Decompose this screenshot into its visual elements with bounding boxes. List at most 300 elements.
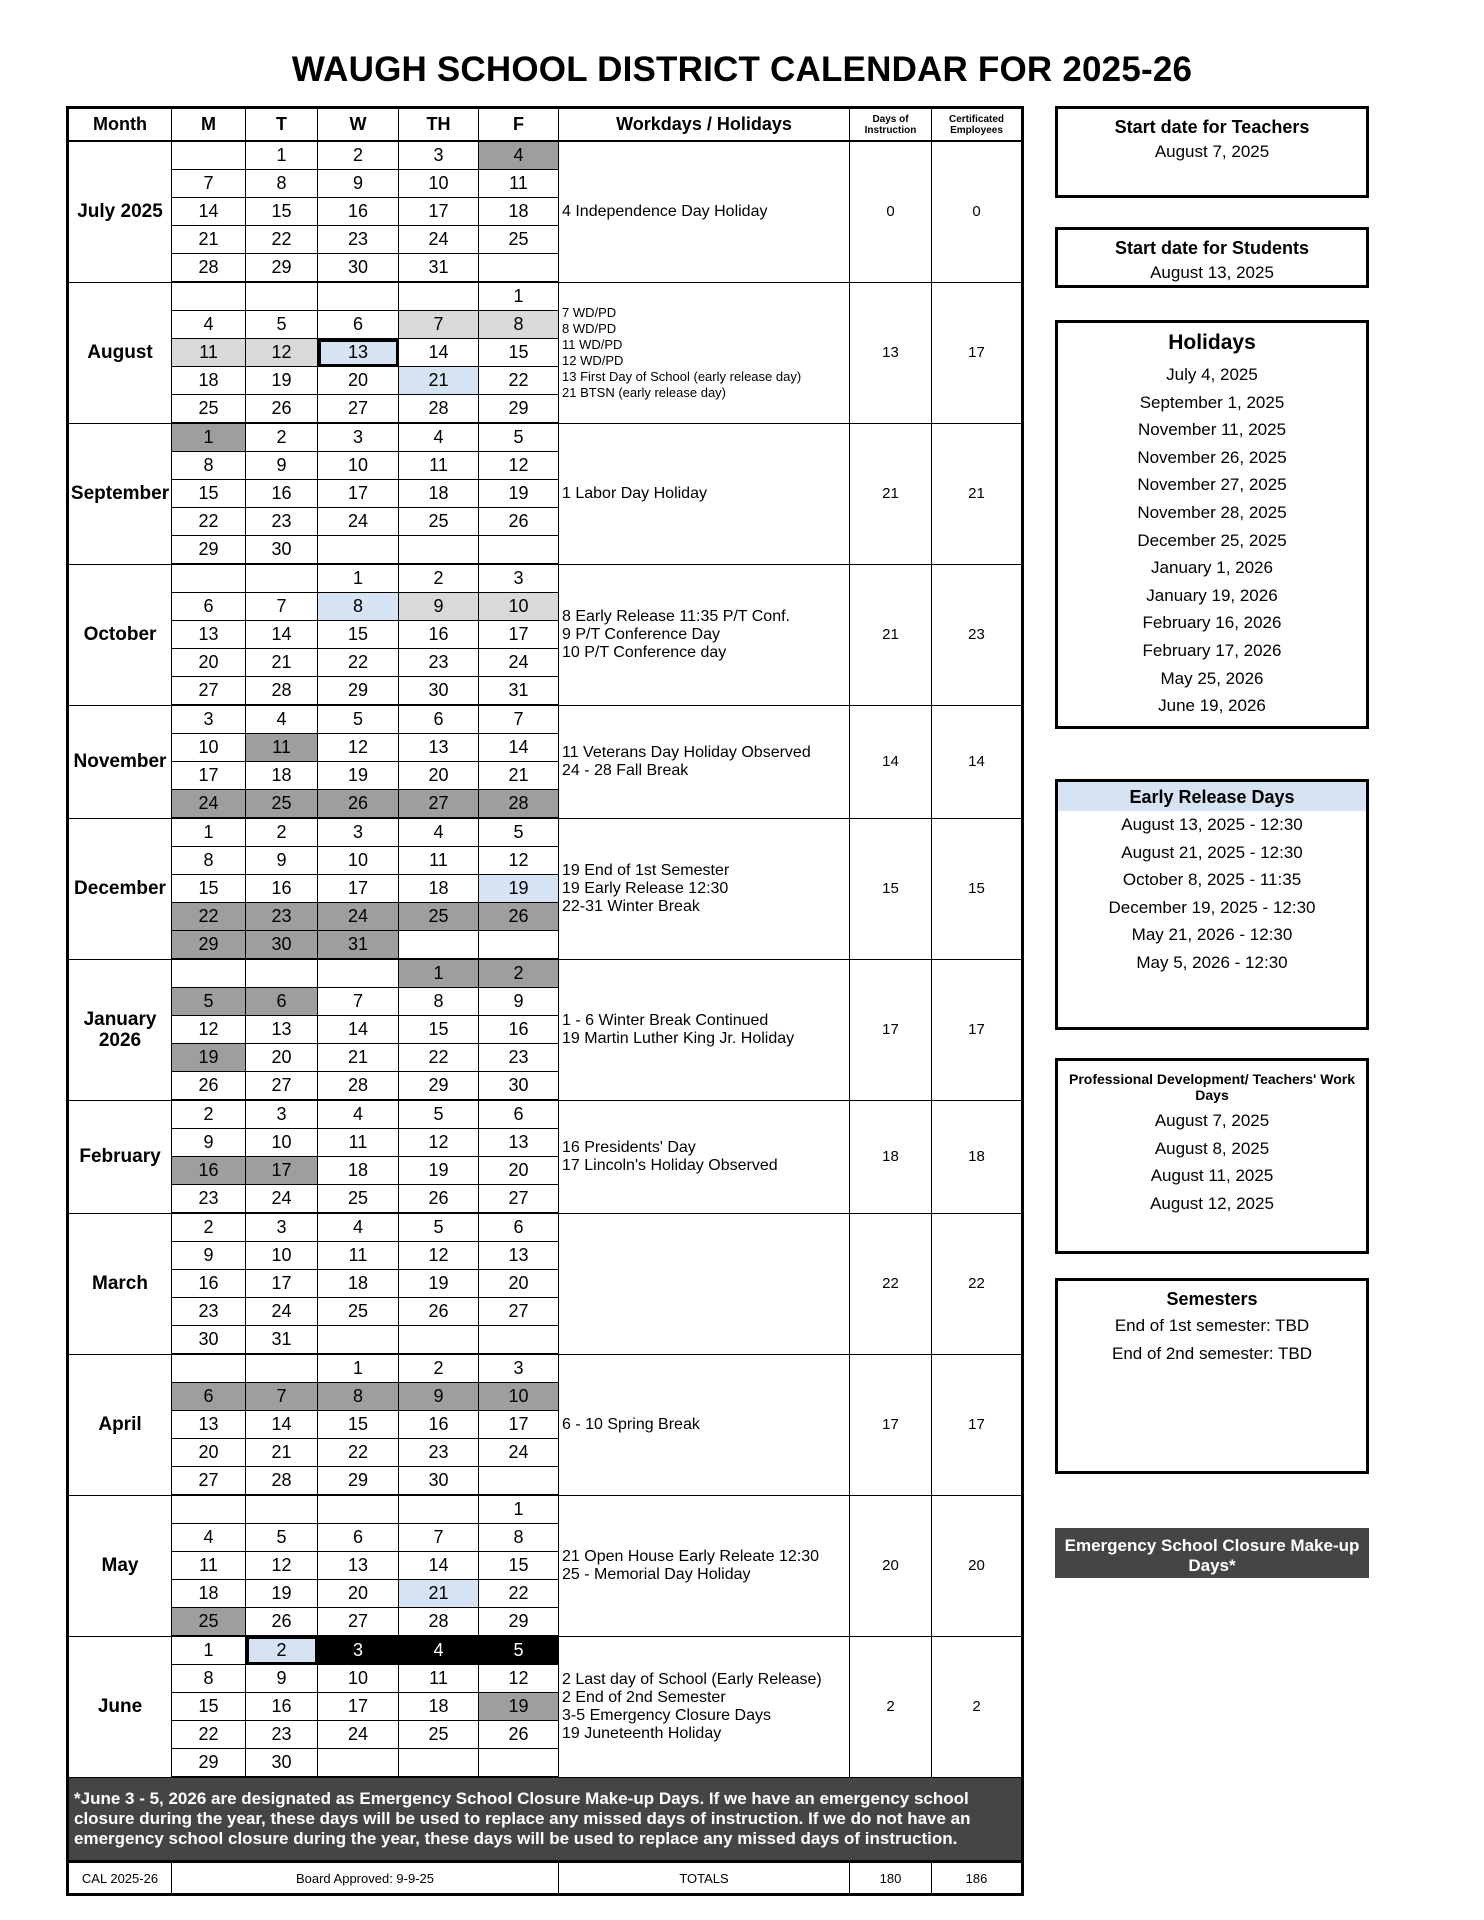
month-notes — [559, 1100, 850, 1213]
day-cell: 9 — [172, 1242, 246, 1270]
day-cell — [399, 1749, 479, 1778]
month-notes — [559, 1636, 850, 1777]
day-cell: 20 — [479, 1270, 559, 1298]
note-line: 9 P/T Conference Day — [562, 625, 721, 643]
day-cell: 19 — [172, 1044, 246, 1072]
day-cell: 23 — [246, 903, 318, 931]
day-cell: 19 — [479, 875, 559, 903]
day-cell: 19 — [479, 1693, 559, 1721]
day-cell: 17 — [479, 1411, 559, 1439]
total-days-of-instruction: 180 — [850, 1862, 932, 1895]
day-cell — [479, 1749, 559, 1778]
day-cell: 6 — [399, 705, 479, 734]
day-cell: 26 — [172, 1072, 246, 1101]
day-cell: 9 — [479, 988, 559, 1016]
holiday-date: November 28, 2025 — [1137, 502, 1287, 522]
day-cell: 3 — [318, 1636, 399, 1665]
note-line: 8 Early Release 11:35 P/T Conf. — [562, 607, 790, 625]
note-line: 12 WD/PD — [562, 352, 624, 368]
footnote-row — [68, 1777, 1023, 1862]
day-cell: 22 — [172, 903, 246, 931]
day-cell: 14 — [246, 621, 318, 649]
day-cell: 26 — [399, 1185, 479, 1214]
day-cell: 12 — [479, 847, 559, 875]
day-cell: 28 — [246, 677, 318, 706]
week-row — [68, 1213, 1023, 1242]
day-cell: 23 — [318, 226, 399, 254]
day-cell: 22 — [318, 649, 399, 677]
day-cell: 4 — [479, 141, 559, 170]
day-cell: 3 — [399, 141, 479, 170]
day-cell: 3 — [318, 423, 399, 452]
day-cell: 6 — [246, 988, 318, 1016]
day-cell: 12 — [479, 1665, 559, 1693]
day-cell: 12 — [399, 1129, 479, 1157]
month-notes — [559, 959, 850, 1100]
day-cell: 12 — [246, 339, 318, 367]
day-cell: 11 — [479, 170, 559, 198]
day-cell: 30 — [246, 1749, 318, 1778]
day-cell: 1 — [172, 423, 246, 452]
student-start-date: August 13, 2025 — [1150, 263, 1274, 282]
day-cell: 12 — [318, 734, 399, 762]
note-line: 1 - 6 Winter Break Continued — [562, 1011, 769, 1029]
note-line: 2 Last day of School (Early Release) — [562, 1670, 822, 1688]
certificated-days: 17 — [932, 959, 1023, 1100]
day-cell — [172, 1495, 246, 1524]
month-label: December — [68, 818, 172, 959]
day-cell: 11 — [246, 734, 318, 762]
header-row — [68, 108, 1023, 142]
day-cell — [172, 564, 246, 593]
day-cell: 4 — [318, 1213, 399, 1242]
day-cell: 1 — [172, 818, 246, 847]
day-cell: 11 — [399, 847, 479, 875]
day-cell: 26 — [246, 1608, 318, 1637]
certificated-days: 0 — [932, 141, 1023, 282]
holiday-date: November 11, 2025 — [1137, 420, 1287, 440]
day-cell: 26 — [479, 903, 559, 931]
day-cell: 2 — [246, 1636, 318, 1665]
day-cell: 8 — [172, 1665, 246, 1693]
day-cell: 14 — [399, 339, 479, 367]
certificated-days: 2 — [932, 1636, 1023, 1777]
day-cell: 16 — [246, 480, 318, 508]
day-cell: 13 — [172, 621, 246, 649]
header-workdays-holidays: Workdays / Holidays — [559, 108, 850, 142]
day-cell: 12 — [246, 1552, 318, 1580]
note-line: 17 Lincoln's Holiday Observed — [562, 1156, 778, 1174]
day-cell: 9 — [246, 847, 318, 875]
day-cell: 3 — [318, 818, 399, 847]
day-cell: 27 — [172, 1467, 246, 1496]
day-cell: 13 — [246, 1016, 318, 1044]
day-cell: 6 — [479, 1213, 559, 1242]
day-cell: 16 — [172, 1270, 246, 1298]
days-of-instruction: 0 — [850, 141, 932, 282]
day-cell: 3 — [246, 1213, 318, 1242]
day-cell: 2 — [399, 1354, 479, 1383]
day-cell: 15 — [318, 621, 399, 649]
day-cell: 5 — [479, 818, 559, 847]
day-cell: 7 — [246, 593, 318, 621]
day-cell: 5 — [479, 423, 559, 452]
day-cell: 20 — [318, 1580, 399, 1608]
days-of-instruction: 13 — [850, 282, 932, 423]
day-cell: 24 — [246, 1298, 318, 1326]
day-cell: 23 — [399, 1439, 479, 1467]
note-line: 10 P/T Conference day — [562, 643, 727, 661]
day-cell: 29 — [479, 1608, 559, 1637]
day-cell: 12 — [399, 1242, 479, 1270]
day-cell: 9 — [318, 170, 399, 198]
day-cell: 8 — [318, 1383, 399, 1411]
certificated-days: 23 — [932, 564, 1023, 705]
day-cell: 15 — [479, 339, 559, 367]
month-label: November — [68, 705, 172, 818]
days-of-instruction: 17 — [850, 1354, 932, 1495]
day-cell: 23 — [479, 1044, 559, 1072]
note-line: 19 Early Release 12:30 — [562, 879, 729, 897]
certificated-days: 21 — [932, 423, 1023, 564]
day-cell: 20 — [318, 367, 399, 395]
day-cell: 10 — [318, 452, 399, 480]
day-cell: 31 — [246, 1326, 318, 1355]
early-release-date: October 8, 2025 - 11:35 — [1122, 870, 1302, 890]
note-line: 16 Presidents' Day — [562, 1138, 696, 1156]
days-of-instruction: 21 — [850, 423, 932, 564]
day-cell — [479, 536, 559, 565]
day-cell: 13 — [479, 1242, 559, 1270]
semesters-title: Semesters — [1166, 1289, 1258, 1309]
days-of-instruction: 14 — [850, 705, 932, 818]
month-label: June — [68, 1636, 172, 1777]
day-cell: 19 — [479, 480, 559, 508]
days-of-instruction: 17 — [850, 959, 932, 1100]
totals-label: TOTALS — [559, 1862, 850, 1895]
day-cell: 27 — [318, 1608, 399, 1637]
day-cell — [172, 141, 246, 170]
month-notes — [559, 705, 850, 818]
day-cell: 21 — [399, 1580, 479, 1608]
holiday-date: May 25, 2026 — [1160, 668, 1264, 688]
holiday-date: January 1, 2026 — [1151, 558, 1273, 578]
day-cell: 2 — [399, 564, 479, 593]
day-cell: 17 — [318, 480, 399, 508]
student-start-title: Start date for Students — [1114, 238, 1310, 258]
day-cell: 17 — [246, 1157, 318, 1185]
day-cell: 4 — [172, 1524, 246, 1552]
day-cell: 27 — [246, 1072, 318, 1101]
header-wednesday: W — [318, 108, 399, 142]
emergency-makeup-dates: June 3- 5 2026 — [1158, 1580, 1266, 1597]
day-cell — [246, 1495, 318, 1524]
day-cell: 14 — [318, 1016, 399, 1044]
day-cell — [399, 1495, 479, 1524]
emergency-makeup-box — [1055, 1528, 1369, 1597]
day-cell: 9 — [399, 1383, 479, 1411]
day-cell: 3 — [479, 1354, 559, 1383]
day-cell: 15 — [172, 875, 246, 903]
holidays-box — [1055, 320, 1369, 729]
day-cell: 11 — [318, 1242, 399, 1270]
day-cell: 2 — [172, 1100, 246, 1129]
day-cell: 13 — [479, 1129, 559, 1157]
day-cell: 19 — [318, 762, 399, 790]
note-line: 7 WD/PD — [562, 304, 617, 320]
note-line: 19 End of 1st Semester — [562, 861, 730, 879]
day-cell: 22 — [318, 1439, 399, 1467]
day-cell: 17 — [318, 875, 399, 903]
day-cell — [172, 1354, 246, 1383]
day-cell: 29 — [172, 536, 246, 565]
day-cell: 25 — [399, 903, 479, 931]
month-notes — [559, 818, 850, 959]
day-cell: 10 — [318, 847, 399, 875]
day-cell: 5 — [479, 1636, 559, 1665]
day-cell: 19 — [399, 1270, 479, 1298]
day-cell: 31 — [399, 254, 479, 283]
day-cell: 1 — [172, 1636, 246, 1665]
day-cell: 18 — [318, 1157, 399, 1185]
day-cell: 30 — [246, 931, 318, 960]
day-cell: 14 — [246, 1411, 318, 1439]
day-cell: 27 — [479, 1298, 559, 1326]
day-cell: 7 — [246, 1383, 318, 1411]
day-cell: 4 — [318, 1100, 399, 1129]
note-line: 1 Labor Day Holiday — [562, 484, 707, 502]
certificated-days: 20 — [932, 1495, 1023, 1636]
day-cell: 31 — [318, 931, 399, 960]
header-certificated-employees: Certificated Employees — [932, 108, 1023, 142]
day-cell: 17 — [172, 762, 246, 790]
day-cell: 20 — [399, 762, 479, 790]
day-cell: 6 — [318, 1524, 399, 1552]
day-cell: 20 — [246, 1044, 318, 1072]
day-cell — [479, 1467, 559, 1496]
day-cell: 4 — [399, 1636, 479, 1665]
day-cell: 10 — [318, 1665, 399, 1693]
week-row — [68, 705, 1023, 734]
day-cell — [318, 536, 399, 565]
day-cell: 25 — [318, 1185, 399, 1214]
day-cell: 11 — [399, 452, 479, 480]
day-cell: 24 — [479, 1439, 559, 1467]
header-friday: F — [479, 108, 559, 142]
calendar-body — [68, 141, 1023, 1777]
month-notes — [559, 141, 850, 282]
day-cell — [172, 282, 246, 311]
day-cell: 22 — [172, 508, 246, 536]
day-cell: 23 — [399, 649, 479, 677]
day-cell: 25 — [399, 1721, 479, 1749]
note-line: 25 - Memorial Day Holiday — [562, 1565, 751, 1583]
day-cell: 8 — [479, 1524, 559, 1552]
holiday-date: December 25, 2025 — [1137, 530, 1287, 550]
days-of-instruction: 21 — [850, 564, 932, 705]
day-cell: 2 — [172, 1213, 246, 1242]
holiday-date: November 26, 2025 — [1137, 447, 1287, 467]
calendar-code: CAL 2025-26 — [68, 1862, 172, 1895]
day-cell: 15 — [479, 1552, 559, 1580]
day-cell: 9 — [399, 593, 479, 621]
day-cell: 20 — [172, 1439, 246, 1467]
day-cell: 28 — [172, 254, 246, 283]
pd-workday-date: August 8, 2025 — [1154, 1138, 1270, 1158]
note-line: 13 First Day of School (early release day) — [562, 368, 802, 384]
day-cell: 9 — [246, 1665, 318, 1693]
day-cell: 16 — [399, 1411, 479, 1439]
day-cell — [318, 1749, 399, 1778]
holiday-date: July 4, 2025 — [1166, 365, 1258, 384]
day-cell: 31 — [479, 677, 559, 706]
day-cell: 24 — [318, 508, 399, 536]
note-line: 22-31 Winter Break — [562, 897, 700, 915]
day-cell — [479, 254, 559, 283]
note-line: 11 Veterans Day Holiday Observed — [562, 743, 811, 761]
holiday-date: June 19, 2026 — [1158, 696, 1266, 716]
note-line: 8 WD/PD — [562, 320, 617, 336]
day-cell: 20 — [172, 649, 246, 677]
day-cell: 30 — [479, 1072, 559, 1101]
day-cell: 15 — [172, 480, 246, 508]
note-line: 3-5 Emergency Closure Days — [562, 1706, 771, 1724]
pd-workday-date: August 7, 2025 — [1154, 1111, 1270, 1130]
day-cell: 29 — [172, 1749, 246, 1778]
day-cell: 2 — [318, 141, 399, 170]
semester-item: End of 1st semester: TBD — [1114, 1316, 1310, 1335]
day-cell: 7 — [172, 170, 246, 198]
day-cell: 13 — [172, 1411, 246, 1439]
day-cell — [399, 1326, 479, 1355]
week-row — [68, 1636, 1023, 1665]
day-cell: 21 — [399, 367, 479, 395]
day-cell: 10 — [246, 1242, 318, 1270]
teacher-start-box — [1055, 106, 1369, 198]
day-cell: 11 — [318, 1129, 399, 1157]
month-notes — [559, 423, 850, 564]
month-label: February — [68, 1100, 172, 1213]
certificated-days: 22 — [932, 1213, 1023, 1354]
day-cell: 5 — [172, 988, 246, 1016]
day-cell — [399, 282, 479, 311]
day-cell: 12 — [172, 1016, 246, 1044]
day-cell: 8 — [479, 311, 559, 339]
day-cell: 29 — [399, 1072, 479, 1101]
holiday-date: January 19, 2026 — [1146, 585, 1278, 605]
day-cell: 22 — [246, 226, 318, 254]
day-cell: 15 — [172, 1693, 246, 1721]
early-release-box — [1055, 779, 1369, 1030]
emergency-footnote: *June 3 - 5, 2026 are designated as Emergency School Closure Make-up Days. If we have an emergency school closure during the year, these days will be used to replace any missed days of instruction. If we do not have an emergency school closure during the year, these days will be used to replace any missed days of instruction. — [68, 1777, 1023, 1862]
day-cell: 16 — [399, 621, 479, 649]
day-cell: 25 — [246, 790, 318, 819]
day-cell — [318, 1326, 399, 1355]
total-certificated-days: 186 — [932, 1862, 1023, 1895]
day-cell: 6 — [318, 311, 399, 339]
day-cell: 5 — [399, 1213, 479, 1242]
holiday-date: February 17, 2026 — [1142, 640, 1282, 660]
day-cell: 9 — [246, 452, 318, 480]
day-cell: 29 — [318, 677, 399, 706]
day-cell — [399, 931, 479, 960]
day-cell: 1 — [399, 959, 479, 988]
day-cell: 16 — [479, 1016, 559, 1044]
day-cell: 19 — [399, 1157, 479, 1185]
day-cell: 27 — [318, 395, 399, 424]
day-cell: 15 — [318, 1411, 399, 1439]
note-line: 24 - 28 Fall Break — [562, 761, 689, 779]
week-row — [68, 141, 1023, 170]
month-label: August — [68, 282, 172, 423]
day-cell: 29 — [318, 1467, 399, 1496]
day-cell: 22 — [479, 367, 559, 395]
day-cell: 14 — [172, 198, 246, 226]
day-cell: 21 — [318, 1044, 399, 1072]
day-cell: 15 — [399, 1016, 479, 1044]
day-cell: 29 — [246, 254, 318, 283]
day-cell: 15 — [246, 198, 318, 226]
day-cell: 1 — [318, 1354, 399, 1383]
note-line: 6 - 10 Spring Break — [562, 1415, 700, 1433]
day-cell: 6 — [172, 593, 246, 621]
day-cell: 22 — [399, 1044, 479, 1072]
days-of-instruction: 22 — [850, 1213, 932, 1354]
certificated-days: 17 — [932, 282, 1023, 423]
emergency-makeup-title: Emergency School Closure Make-up Days* — [1064, 1536, 1360, 1575]
day-cell — [479, 931, 559, 960]
week-row — [68, 1100, 1023, 1129]
month-label: September — [68, 423, 172, 564]
days-of-instruction: 15 — [850, 818, 932, 959]
day-cell — [246, 282, 318, 311]
day-cell: 11 — [172, 339, 246, 367]
day-cell: 8 — [172, 452, 246, 480]
month-label: March — [68, 1213, 172, 1354]
month-notes — [559, 1354, 850, 1495]
day-cell: 27 — [399, 790, 479, 819]
day-cell: 16 — [246, 1693, 318, 1721]
day-cell: 7 — [479, 705, 559, 734]
month-label: July 2025 — [68, 141, 172, 282]
day-cell: 18 — [479, 198, 559, 226]
day-cell: 26 — [479, 508, 559, 536]
day-cell: 28 — [318, 1072, 399, 1101]
day-cell: 22 — [479, 1580, 559, 1608]
teacher-start-title: Start date for Teachers — [1114, 117, 1310, 137]
day-cell: 19 — [246, 367, 318, 395]
note-line: 11 WD/PD — [562, 336, 623, 352]
day-cell: 12 — [479, 452, 559, 480]
week-row — [68, 959, 1023, 988]
day-cell: 26 — [246, 395, 318, 424]
day-cell: 21 — [479, 762, 559, 790]
day-cell — [246, 564, 318, 593]
day-cell: 4 — [172, 311, 246, 339]
day-cell — [318, 959, 399, 988]
day-cell: 8 — [172, 847, 246, 875]
day-cell: 5 — [399, 1100, 479, 1129]
day-cell: 25 — [172, 1608, 246, 1637]
early-release-date: May 5, 2026 - 12:30 — [1136, 952, 1288, 972]
note-line: 19 Martin Luther King Jr. Holiday — [562, 1029, 795, 1047]
day-cell: 16 — [172, 1157, 246, 1185]
day-cell: 17 — [318, 1693, 399, 1721]
day-cell: 23 — [246, 1721, 318, 1749]
week-row — [68, 1354, 1023, 1383]
week-row — [68, 1495, 1023, 1524]
day-cell: 18 — [172, 367, 246, 395]
